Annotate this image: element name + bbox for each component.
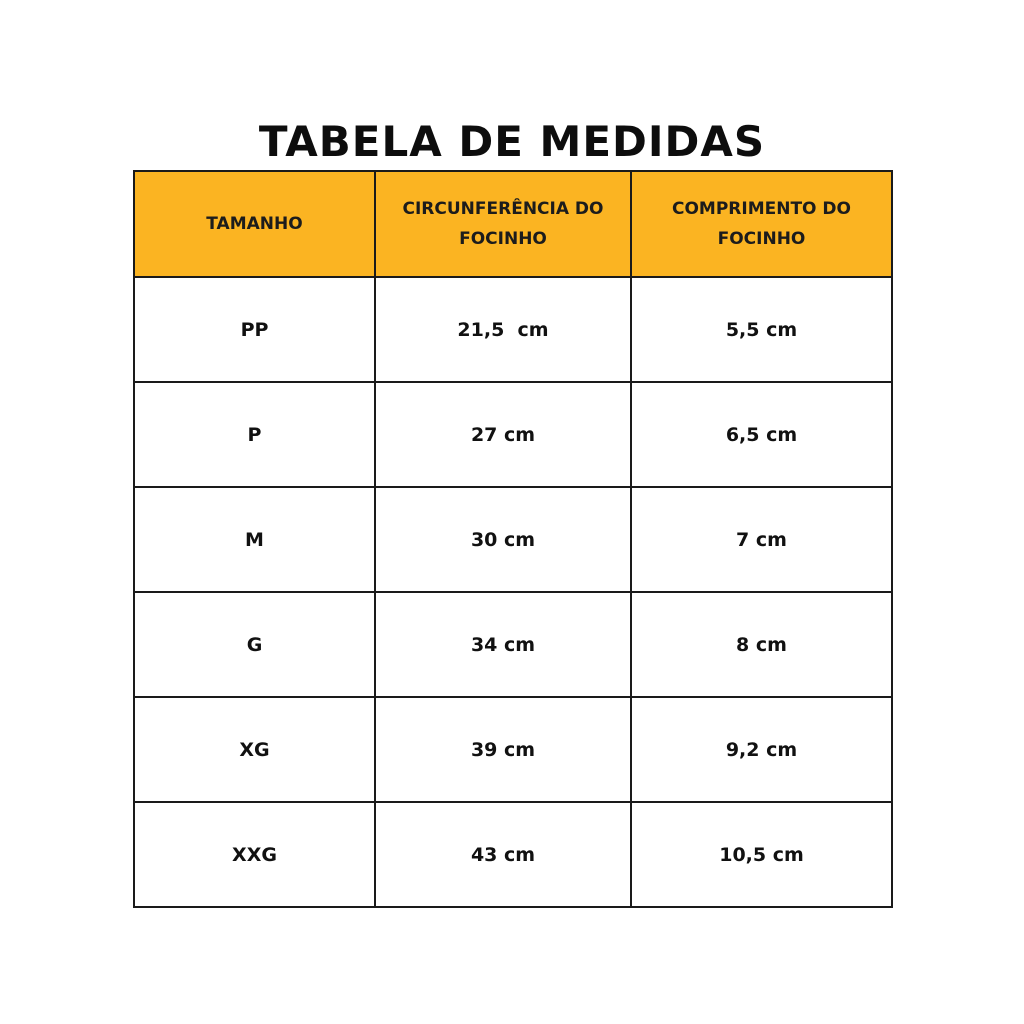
header-size xyxy=(134,171,375,277)
table-row xyxy=(134,382,892,487)
table-row xyxy=(134,802,892,907)
cell-circumference: 21,5 cm xyxy=(375,277,631,382)
cell-circumference: 27 cm xyxy=(375,382,631,487)
cell-size: M xyxy=(134,487,375,592)
cell-length: 6,5 cm xyxy=(631,382,892,487)
header-size-label: TAMANHO xyxy=(206,214,303,234)
table-row xyxy=(134,277,892,382)
cell-size: XXG xyxy=(134,802,375,907)
header-snout-circumference-label: CIRCUNFERÊNCIA DO FOCINHO xyxy=(402,199,604,249)
cell-circumference: 30 cm xyxy=(375,487,631,592)
cell-size: XG xyxy=(134,697,375,802)
header-snout-length xyxy=(631,171,892,277)
page-title: TABELA DE MEDIDAS xyxy=(258,117,766,166)
cell-length: 10,5 cm xyxy=(631,802,892,907)
table-row xyxy=(134,487,892,592)
table-row xyxy=(134,697,892,802)
size-table xyxy=(133,170,893,908)
table-header-row xyxy=(134,171,892,277)
cell-length: 7 cm xyxy=(631,487,892,592)
cell-size: G xyxy=(134,592,375,697)
cell-circumference: 43 cm xyxy=(375,802,631,907)
header-snout-circumference xyxy=(375,171,631,277)
cell-length: 8 cm xyxy=(631,592,892,697)
cell-length: 5,5 cm xyxy=(631,277,892,382)
table-row xyxy=(134,592,892,697)
cell-length: 9,2 cm xyxy=(631,697,892,802)
cell-circumference: 39 cm xyxy=(375,697,631,802)
cell-size: P xyxy=(134,382,375,487)
header-snout-length-label: COMPRIMENTO DO FOCINHO xyxy=(671,199,851,249)
cell-circumference: 34 cm xyxy=(375,592,631,697)
cell-size: PP xyxy=(134,277,375,382)
